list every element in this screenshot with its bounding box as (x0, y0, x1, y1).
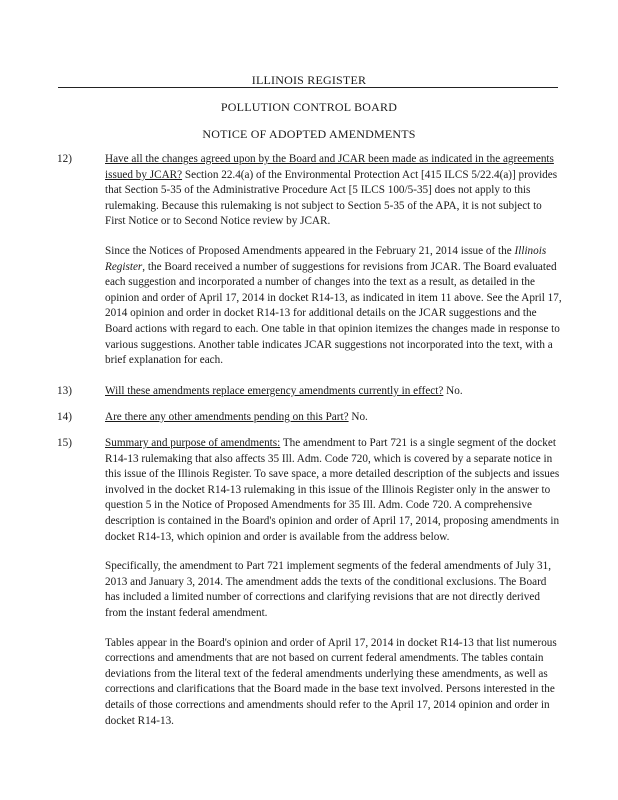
header-rule (58, 87, 558, 88)
illinois-register-ref: Illinois Register (105, 244, 547, 273)
item-12-paragraph-2: Since the Notices of Proposed Amendments appeared in the February 21, 2014 issue of the Illinois Register, the Board received a number of suggestions for revisions from JCAR. The Board evaluated each suggestion and incorporated a number of changes into the text as a result, as detailed in the opinion and order of April 17, 2014 in docket R14-13, as indicated in item 11 above. See the April 17, 2014 opinion and order in docket R14-13 for additional details on the JCAR suggestions and the Board actions with regard to each. One table in that opinion itemizes the changes made in response to various suggestions. Another table indicates JCAR suggestions not incorporated into the text, with a brief explanation for each. (105, 244, 562, 367)
item-12 (57, 152, 563, 369)
item-13 (57, 384, 563, 400)
item-15-paragraph-3: Tables appear in the Board's opinion and order of April 17, 2014 in docket R14-13 that list numerous corrections and amendments that are not based on current federal amendments. The tables contain deviations from the literal text of the federal amendments underlying these amendments, as well as corrections and clarifications that the Board made in the base text involved. Persons interested in the details of those corrections and amendments should refer to the April 17, 2014 opinion and order in docket R14-13. (105, 636, 557, 727)
item-number: 12) (57, 153, 72, 165)
item-15-paragraph-2: Specifically, the amendment to Part 721 implement segments of the federal amendments of July 31, 2013 and January 3, 2014. The amendment adds the texts of the conditional exclusions. The Board has included a limited number of corrections and clarifying revisions that are not directly derived from the instant federal amendment. (105, 560, 552, 619)
item-number: 15) (57, 437, 72, 449)
item-12-question: Have all the changes agreed upon by the Board and JCAR been made as indicated in the agreements issued by JCAR? (105, 153, 554, 181)
item-13-answer: Will these amendments replace emergency amendments currently in effect? No. (105, 385, 463, 397)
board-title: POLLUTION CONTROL BOARD (220, 100, 398, 114)
item-15 (57, 436, 563, 729)
item-number: 13) (57, 385, 72, 397)
item-15-question: Summary and purpose of amendments: (105, 437, 281, 449)
item-14-question: Are there any other amendments pending on this Part? (105, 411, 349, 423)
register-title: ILLINOIS REGISTER (251, 73, 367, 87)
item-15-answer: Summary and purpose of amendments: The amendment to Part 721 is a single segment of the docket R14-13 rulemaking that also affects 35 Ill. Adm. Code 720, which is covered by a separate notice in this issue of the Illinois Register. To save space, a more detailed description of the subjects and issues involved in the docket R14-13 rulemaking in this issue of the Illinois Register only in the answer to question 5 in the Notice of Proposed Amendments for 35 Ill. Adm. Code 720. A comprehensive description is contained in the Board's opinion and order of April 17, 2014, proposing amendments in docket R14-13, which opinion and order is available from the address below. (105, 437, 560, 543)
item-14 (57, 410, 563, 426)
item-number: 14) (57, 411, 72, 423)
item-14-answer: Are there any other amendments pending on this Part? No. (105, 411, 368, 423)
item-12-answer: Have all the changes agreed upon by the Board and JCAR been made as indicated in the agreements issued by JCAR? Section 22.4(a) of the Environmental Protection Act [415 ILCS 5/22.4(a)] provides that Section 5-35 of the Administrative Procedure Act [5 ILCS 100/5-35] does not apply to this rulemaking. Because this rulemaking is not subject to Section 5-35 of the APA, it is not subject to First Notice or to Second Notice review by JCAR. (105, 153, 558, 228)
item-13-question: Will these amendments replace emergency amendments currently in effect? (105, 385, 444, 397)
notice-title: NOTICE OF ADOPTED AMENDMENTS (202, 127, 416, 141)
